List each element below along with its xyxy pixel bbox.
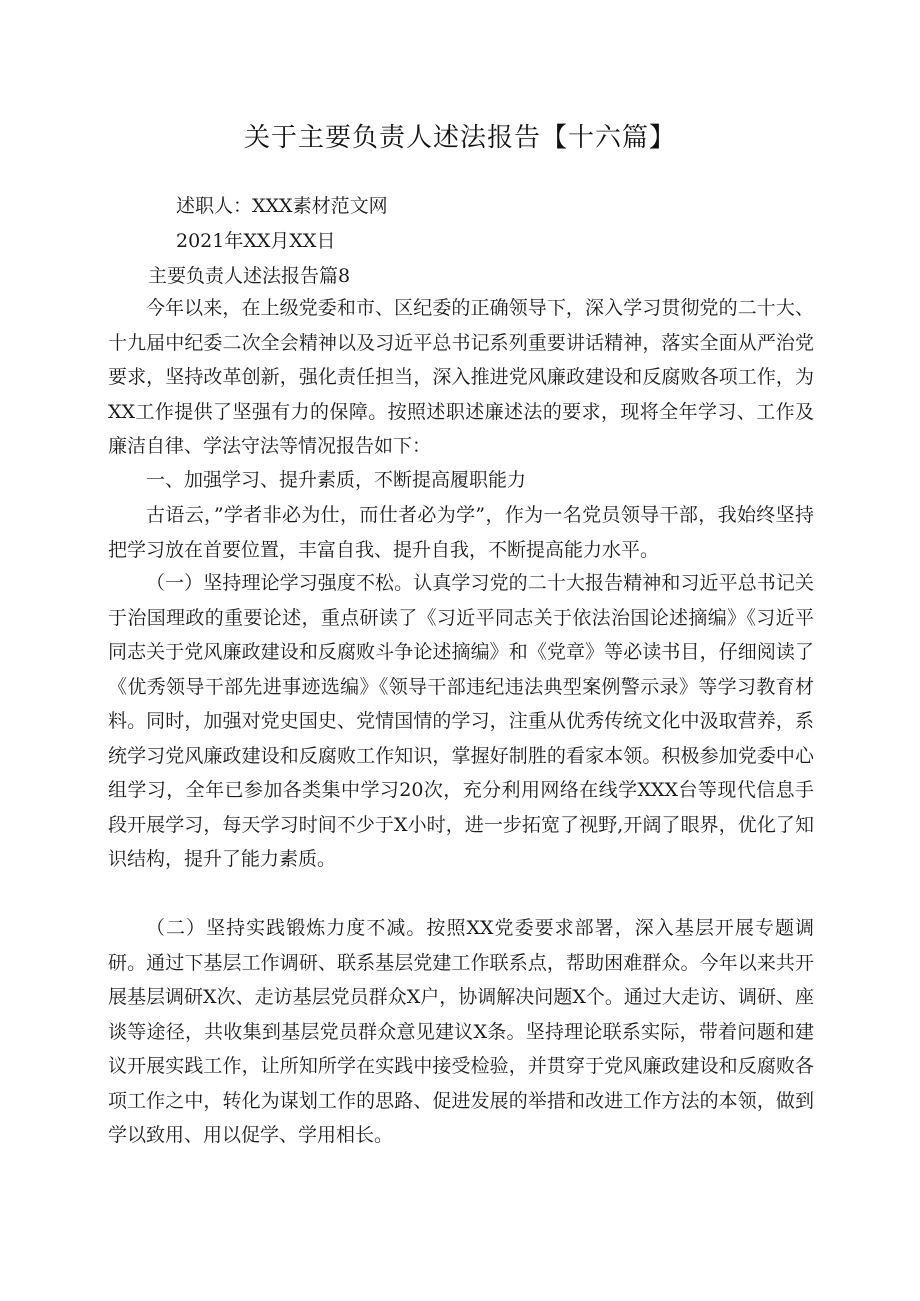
quote-paragraph: 古语云，”学者非必为仕，而仕者必为学”，作为一名党员领导干部，我始终坚持把学习放在首要位置，丰富自我、提升自我，不断提高能力水平。 [108, 504, 814, 561]
point-one-paragraph: （一）坚持理论学习强度不松。认真学习党的二十大报告精神和习近平总书记关于治国理政的重要论述，重点研读了《习近平同志关于依法治国论述摘编》《习近平同志关于党风廉政建设和反腐败斗争论述摘编》和《党章》等必读书目，仔细阅读了《优秀领导干部先进事迹选编》《领导干部违纪违法典型案例警示录》等学习教育材料。同时，加强对党史国史、党情国情的学习，注重从优秀传统文化中汲取营养，系统学习党风廉政建设和反腐败工作知识，掌握好制胜的看家本领。积极参加党委中心组学习，全年已参加各类集中学习20次，充分利用网络在线学XXX台等现代信息手段开展学习，每天学习时间不少于X小时，进一步拓宽了视野,开阔了眼界，优化了知识结构，提升了能力素质。 [108, 572, 814, 870]
section-title: 主要负责人述法报告篇8 [148, 265, 351, 287]
heading-one: 一、加强学习、提升素质，不断提高履职能力 [146, 469, 527, 491]
date-line: 2021年XX月XX日 [176, 230, 336, 252]
intro-paragraph: 今年以来，在上级党委和市、区纪委的正确领导下，深入学习贯彻党的二十大、十九届中纪委二次全会精神以及习近平总书记系列重要讲话精神，落实全面从严治党要求，坚持改革创新，强化责任担当，深入推进党风廉政建设和反腐败各项工作，为XX工作提供了坚强有力的保障。按照述职述廉述法的要求，现将全年学习、工作及廉洁自律、学法守法等情况报告如下： [108, 297, 814, 457]
document-title: 关于主要负责人述法报告【十六篇】 [243, 123, 676, 153]
author-line: 述职人：XXX素材范文网 [176, 195, 388, 217]
point-two-paragraph: （二）坚持实践锻炼力度不减。按照XX党委要求部署，深入基层开展专题调研。通过下基层工作调研、联系基层党建工作联系点，帮助困难群众。今年以来共开展基层调研X次、走访基层党员群众X户，协调解决问题X个。通过大走访、调研、座谈等途径，共收集到基层党员群众意见建议X条。坚持理论联系实际，带着问题和建议开展实践工作，让所知所学在实践中接受检验，并贯穿于党风廉政建设和反腐败各项工作之中，转化为谋划工作的思路、促进发展的举措和改进工作方法的本领，做到学以致用、用以促学、学用相长。 [108, 917, 814, 1146]
